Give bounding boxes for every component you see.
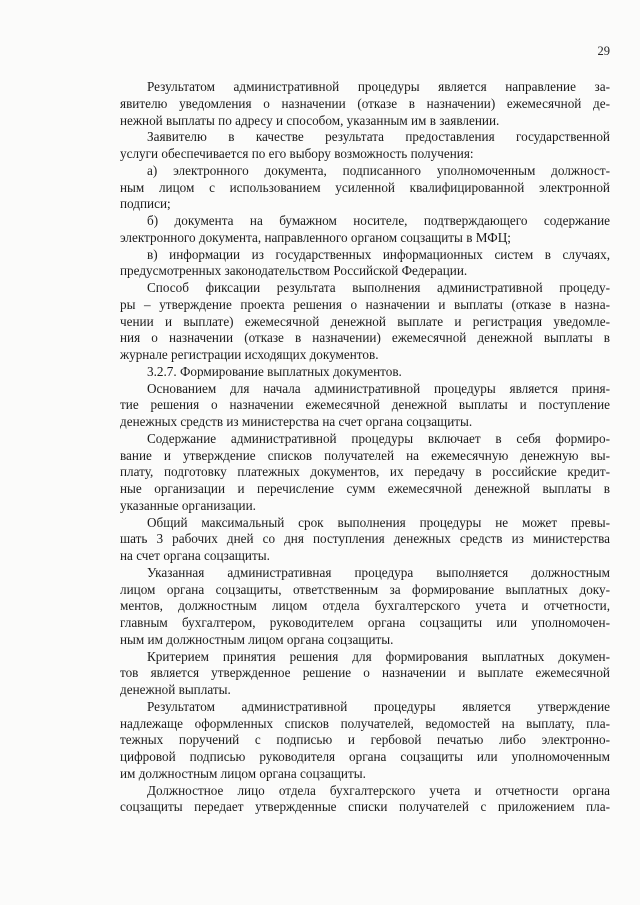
- text-line: услуги обеспечивается по его выбору возможность получения:: [120, 146, 474, 161]
- paragraph: [120, 129, 610, 163]
- text-line: ментов, должностным лицом отдела бухгалтерского учета и отчетности,: [120, 598, 610, 614]
- text-line: на счет органа соцзащиты.: [120, 548, 270, 563]
- paragraph: [120, 515, 610, 565]
- paragraph: [120, 364, 610, 381]
- text-line: Результатом административной процедуры является утверждение: [147, 698, 610, 714]
- text-line: 3.2.7. Формирование выплатных документов.: [147, 363, 402, 379]
- text-line: главным бухгалтером, руководителем органа соцзащиты или уполномочен-: [120, 615, 610, 630]
- text-line: чении и выплате) ежемесячной денежной выплате и регистрация уведомле-: [120, 313, 610, 329]
- text-line: указанные организации.: [120, 497, 256, 513]
- text-line: Содержание административной процедуры включает в себя формиро-: [147, 430, 610, 446]
- paragraph: [120, 431, 610, 515]
- text-line: ным лицом с использованием усиленной квалифицированной электронной: [120, 179, 610, 195]
- text-line: предусмотренных законодательством Российской Федерации.: [120, 263, 468, 279]
- body-text: [120, 79, 610, 816]
- paragraph: [120, 783, 610, 817]
- text-line: ры – утверждение проекта решения о назначении и выплаты (отказе в назна-: [120, 296, 610, 312]
- text-line: Заявителю в качестве результата предоставления государственной: [147, 129, 610, 145]
- text-line: тие решения о назначении ежемесячной денежной выплаты и поступление: [120, 397, 610, 413]
- paragraph: [120, 79, 610, 129]
- text-line: денежной выплаты.: [120, 682, 231, 697]
- paragraph: [120, 280, 610, 364]
- paragraph: [120, 247, 610, 281]
- paragraph: [120, 381, 610, 431]
- text-line: Общий максимальный срок выполнения процедуры не может превы-: [147, 514, 610, 530]
- text-line: денежных средств из министерства на счет органа соцзащиты.: [120, 414, 473, 429]
- text-line: вание и утверждение списков получателей на ежемесячную денежную вы-: [120, 447, 610, 463]
- text-line: Результатом административной процедуры является направление за-: [147, 79, 610, 94]
- text-line: Указанная административная процедура выполняется должностным: [147, 564, 610, 580]
- text-line: цифровой подписью руководителя органа соцзащиты или уполномоченным: [120, 749, 610, 764]
- text-line: электронного документа, направленного органом соцзащиты в МФЦ;: [120, 229, 511, 245]
- text-line: явителю уведомления о назначении (отказе в назначении) ежемесячной де-: [120, 95, 610, 111]
- text-line: надлежаще оформленных списков получателей, ведомостей на выплату, пла-: [120, 715, 610, 731]
- text-line: а) электронного документа, подписанного уполномоченным должност-: [147, 162, 610, 178]
- text-line: Основанием для начала административной процедуры является приня-: [147, 380, 610, 396]
- paragraph: [120, 565, 610, 649]
- text-line: шать 3 рабочих дней со дня поступления денежных средств из министерства: [120, 531, 610, 547]
- page-number: 29: [597, 44, 610, 58]
- text-line: тов является утвержденное решение о назначении и выплате ежемесячной: [120, 665, 610, 681]
- text-line: ния о назначении (отказе в назначении) ежемесячной денежной выплаты в: [120, 330, 610, 346]
- paragraph: [120, 649, 610, 699]
- text-line: тежных поручений с подписью и гербовой печатью либо электронно-: [120, 732, 610, 748]
- text-line: им должностным лицом органа соцзащиты.: [120, 765, 366, 781]
- text-line: в) информации из государственных информационных систем в случаях,: [147, 246, 610, 262]
- text-line: журнале регистрации исходящих документов.: [120, 347, 379, 362]
- text-line: ным им должностным лицом органа соцзащиты.: [120, 631, 394, 647]
- text-line: Критерием принятия решения для формирования выплатных докумен-: [147, 648, 610, 664]
- text-line: Способ фиксации результата выполнения административной процеду-: [147, 280, 610, 295]
- text-line: ные организации и перечисление сумм ежемесячной денежной выплаты в: [120, 481, 610, 496]
- paragraph: [120, 213, 610, 247]
- text-line: лицом органа соцзащиты, ответственным за формирование выплатных доку-: [120, 581, 610, 597]
- text-line: нежной выплаты по адресу и способом, указанным им в заявлении.: [120, 112, 500, 128]
- text-line: Должностное лицо отдела бухгалтерского учета и отчетности органа: [147, 782, 610, 798]
- text-line: соцзащиты передает утвержденные списки получателей с приложением пла-: [120, 799, 610, 815]
- text-line: подписи;: [120, 196, 171, 212]
- text-line: б) документа на бумажном носителе, подтверждающего содержание: [147, 213, 610, 228]
- paragraph: [120, 699, 610, 783]
- paragraph: [120, 163, 610, 213]
- text-line: плату, подготовку платежных документов, их передачу в российские кредит-: [120, 464, 610, 480]
